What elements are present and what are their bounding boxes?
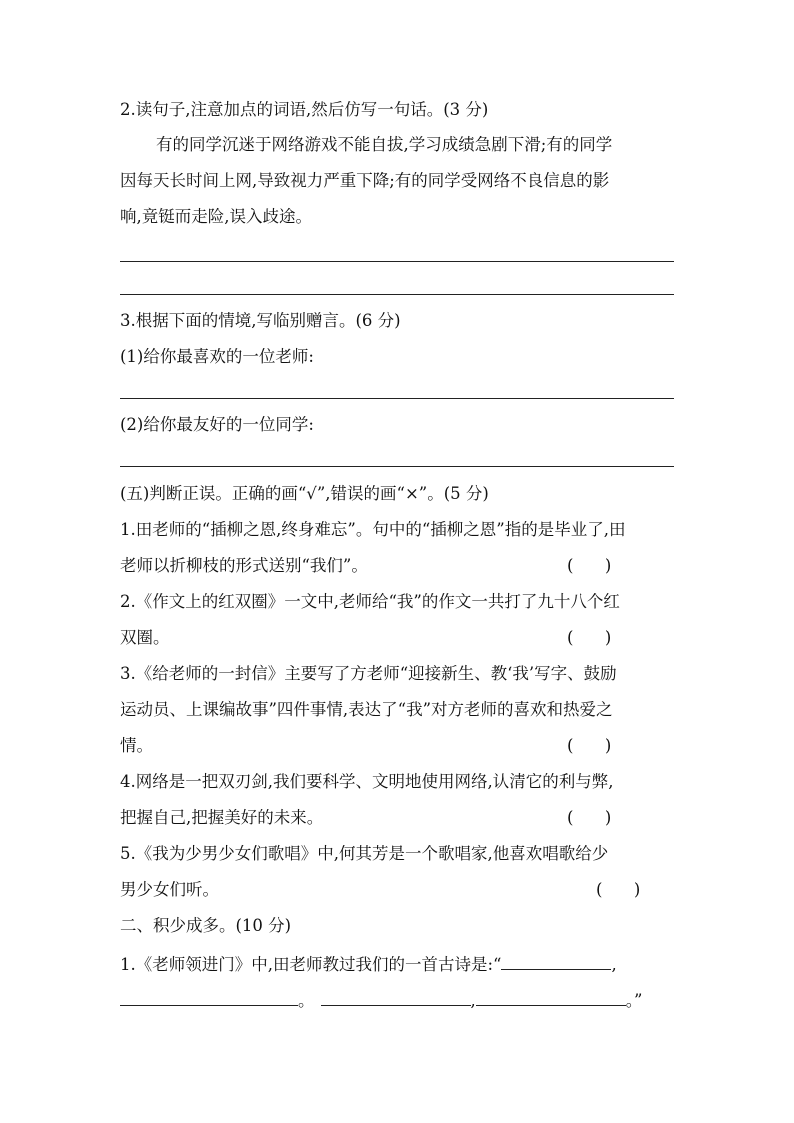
q2-passage-line-2: 因每天长时间上网,导致视力严重下降;有的同学受网络不良信息的影 (120, 171, 610, 190)
s5-item2-line1: 2.《作文上的红双圈》一文中,老师给“我”的作文一共打了九十八个红 (120, 592, 620, 611)
poem-comma-2: , (470, 991, 476, 1010)
q3-sub2: (2)给你最友好的一位同学: (120, 415, 314, 434)
poem-comma-1: , (611, 955, 617, 974)
s5-item3-line3: 情。 (120, 736, 153, 755)
q3-title: 3.根据下面的情境,写临别赠言。(6 分) (120, 311, 401, 330)
s5-item5-line1: 5.《我为少男少女们歌唱》中,何其芳是一个歌唱家,他喜欢唱歌给少 (120, 844, 609, 863)
s5-item5-line2: 男少女们听。 (120, 880, 219, 899)
q3-sub1: (1)给你最喜欢的一位老师: (120, 347, 314, 366)
q2-answer-line-2[interactable] (120, 294, 674, 295)
s5-item2-answer-paren[interactable]: ( ) (567, 628, 612, 647)
s5-item1-answer-paren[interactable]: ( ) (567, 556, 612, 575)
q2-title: 2.读句子,注意加点的词语,然后仿写一句话。(3 分) (120, 100, 489, 119)
part2-q1-line2 (120, 987, 674, 1012)
q2-passage-line-1: 有的同学沉迷于网络游戏不能自拔,学习成绩急剧下滑;有的同学 (156, 135, 613, 154)
s5-item4-line2: 把握自己,把握美好的未来。 (120, 808, 324, 827)
poem-blank-3[interactable] (321, 987, 471, 1006)
s5-item3-line2: 运动员、上课编故事”四件事情,表达了“我”对方老师的喜欢和热爱之 (120, 700, 613, 719)
q3-sub1-answer-line[interactable] (120, 398, 674, 399)
s5-item1-line2: 老师以折柳枝的形式送别“我们”。 (120, 556, 368, 575)
poem-blank-4[interactable] (476, 987, 626, 1006)
poem-blank-2[interactable] (120, 987, 298, 1006)
part2-title: 二、积少成多。(10 分) (120, 916, 292, 935)
poem-blank-1[interactable] (501, 951, 611, 970)
s5-item2-line2: 双圈。 (120, 628, 170, 647)
q2-answer-line-1[interactable] (120, 261, 674, 262)
s5-item3-line1: 3.《给老师的一封信》主要写了方老师“迎接新生、教‘我’写字、鼓励 (120, 664, 617, 683)
part2-q1-line1 (120, 951, 674, 976)
poem-period-1: 。 (298, 991, 315, 1010)
section5-title: (五)判断正误。正确的画“√”,错误的画“×”。(5 分) (120, 484, 489, 503)
s5-item4-answer-paren[interactable]: ( ) (567, 808, 612, 827)
part2-q1-text: 1.《老师领进门》中,田老师教过我们的一首古诗是:“ (120, 955, 502, 974)
q3-sub2-answer-line[interactable] (120, 466, 674, 467)
s5-item1-line1: 1.田老师的“插柳之恩,终身难忘”。句中的“插柳之恩”指的是毕业了,田 (120, 520, 626, 539)
q2-passage-line-3: 响,竟铤而走险,误入歧途。 (120, 207, 312, 226)
s5-item5-answer-paren[interactable]: ( ) (596, 880, 641, 899)
poem-end-quote: 。” (625, 991, 643, 1010)
s5-item4-line1: 4.网络是一把双刃剑,我们要科学、文明地使用网络,认清它的利与弊, (120, 772, 614, 791)
s5-item3-answer-paren[interactable]: ( ) (567, 736, 612, 755)
